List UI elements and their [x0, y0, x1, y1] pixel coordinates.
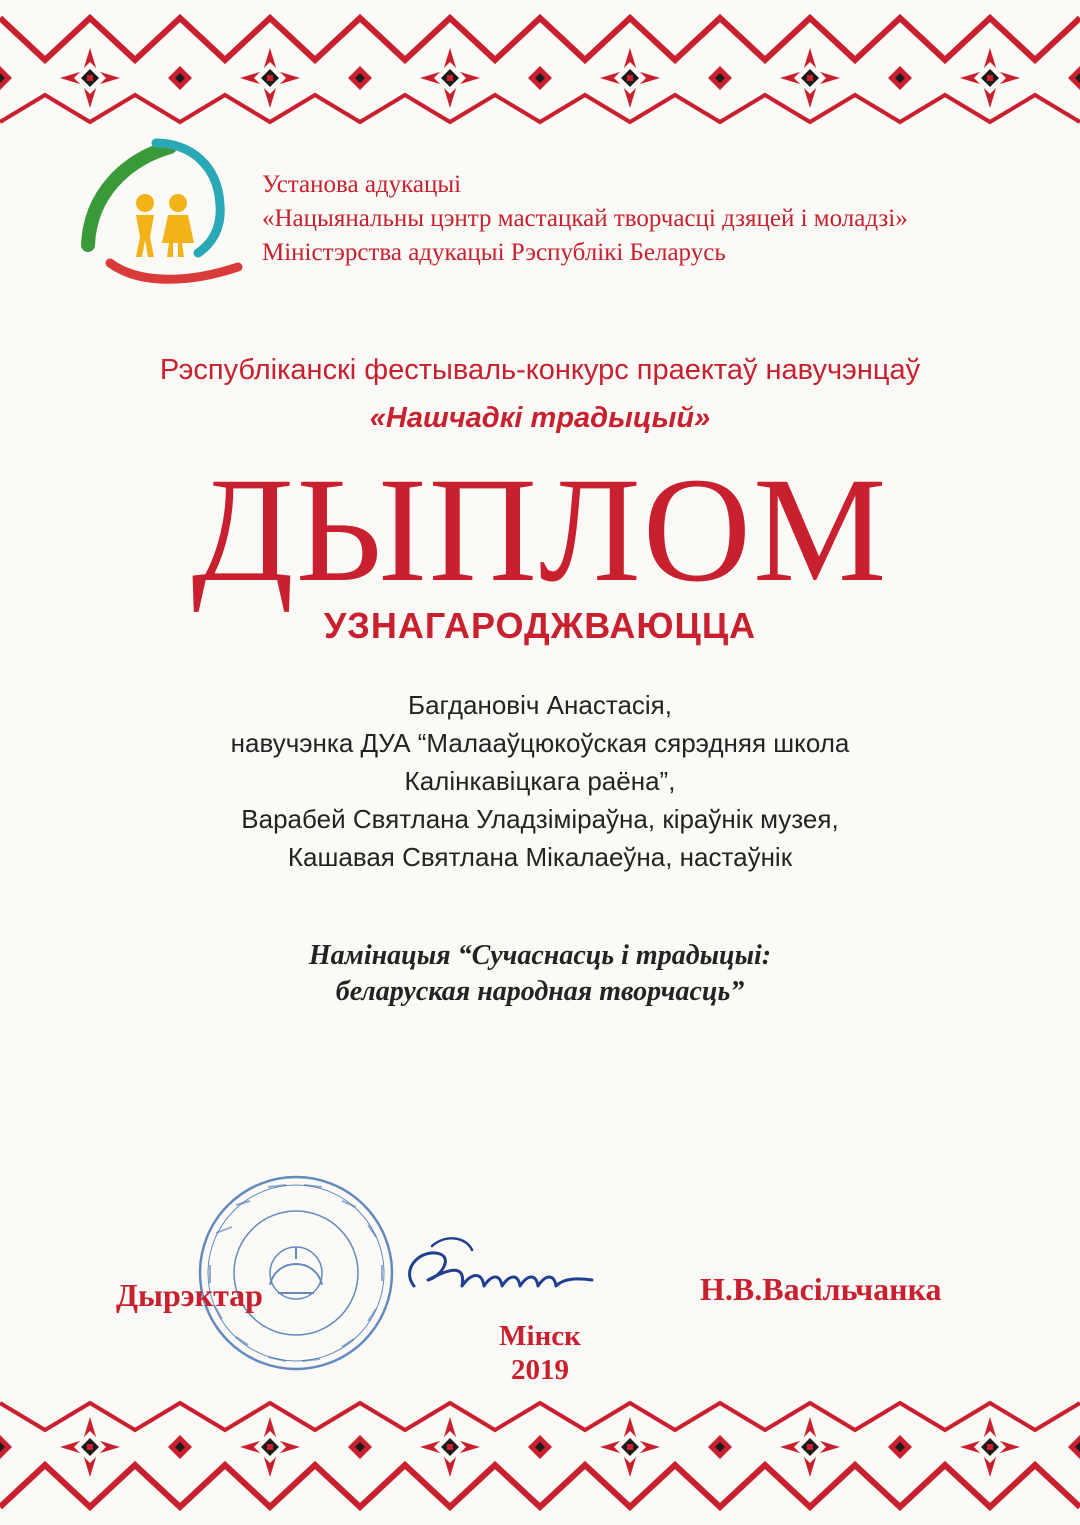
recipient-line: Варабей Святлана Уладзіміраўна, кіраўнік музея,	[241, 804, 839, 834]
footer-city: Мінск	[499, 1320, 581, 1352]
recipient-line: навучэнка ДУА “Малааўцюкоўская сярэдняя школа	[230, 728, 850, 758]
bottom-ornament-border	[0, 1385, 1080, 1525]
top-ornament-border	[0, 0, 1080, 140]
recipient-block	[0, 686, 1080, 876]
organization-line-1: Установа адукацыі	[262, 171, 462, 198]
footer-year: 2019	[511, 1354, 569, 1386]
director-name: Н.В.Васільчанка	[700, 1271, 942, 1307]
recipient-line: Кашавая Святлана Мікалаеўна, настаўнік	[287, 842, 793, 872]
festival-name: «Нашчадкі традыцый»	[369, 402, 711, 434]
recipient-line: Калінкавіцкага раёна”,	[404, 766, 676, 796]
handwritten-signature-icon	[392, 1228, 607, 1308]
nomination-line-2: беларуская народная творчасць”	[335, 976, 745, 1007]
organization-line-2: «Нацыянальны цэнтр мастацкай творчасці дзяцей і моладзі»	[262, 205, 908, 232]
diploma-title: ДЫПЛОМ	[191, 447, 889, 613]
children-house-logo-icon	[70, 135, 245, 295]
organization-header	[262, 168, 908, 270]
director-label: Дырэктар	[116, 1277, 263, 1313]
festival-title: Рэспубліканскі фестываль-конкурс праектаў навучэнцаў	[159, 354, 921, 386]
nomination	[0, 938, 1080, 1010]
recipient-line: Багдановіч Анастасія,	[408, 690, 672, 720]
organization-line-3: Міністэрства адукацыі Рэспублікі Беларусь	[262, 239, 726, 266]
nomination-line-1: Намінацыя “Сучаснасць і традыцыі:	[308, 940, 772, 971]
awarded-heading: УЗНАГАРОДЖВАЮЦЦА	[323, 605, 757, 646]
